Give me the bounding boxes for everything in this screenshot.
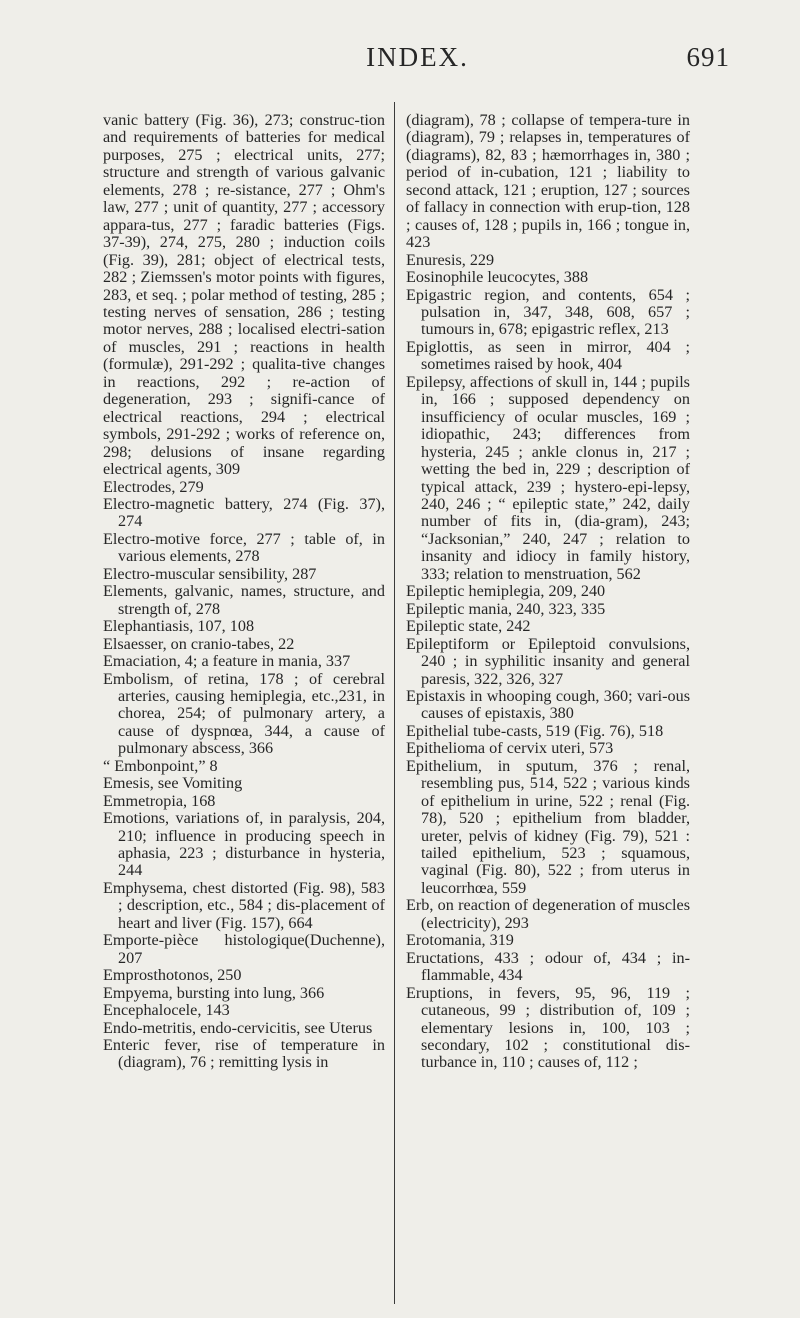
index-entry: Emporte-pièce histologique(Duchenne), 207 (103, 931, 385, 967)
index-entry: Epileptic mania, 240, 323, 335 (406, 599, 606, 618)
index-entry: Epistaxis in whooping cough, 360; vari-ous causes of epistaxis, 380 (406, 686, 690, 723)
index-entry: Elsaesser, on cranio-tabes, 22 (103, 634, 295, 653)
index-entry: Elephantiasis, 107, 108 (103, 617, 255, 636)
index-entry: Elements, galvanic, names, structure, and strength of, 278 (103, 582, 385, 618)
index-entry: Electro-magnetic battery, 274 (Fig. 37), 274 (103, 494, 385, 531)
index-entry: Eructations, 433 ; odour of, 434 ; in-flammable, 434 (406, 948, 690, 985)
index-entry: vanic battery (Fig. 36), 273; construc-tion and requirements of batteries for medical purposes, 275 ; electrical units, 277; structure and strength of various galvanic elements, 278 ; re-sistance, 277 ; Ohm's law, 277 ; unit of quantity, 277 ; accessory appara-tus, 277 ; faradic batteries (Figs. 37-39), 274, 275, 280 ; induction coils (Fig. 39), 281; object of electrical tests, 282 ; Ziemssen's motor points with figures, 283, et seq. ; polar method of testing, 285 ; testing nerves of sensation, 286 ; testing motor nerves, 288 ; localised electri-sation of muscles, 291 ; reactions in health (formulæ), 291-292 ; qualita-tive changes in reactions, 292 ; re-action of degeneration, 293 ; signifi-cance of electrical reactions, 294 ; electrical symbols, 291-292 ; works of reference on, 298; delusions of insane regarding electrical agents, 309 (103, 111, 385, 479)
index-entry: Emaciation, 4; a feature in mania, 337 (103, 652, 351, 671)
index-entry: Epileptic hemiplegia, 209, 240 (406, 582, 606, 601)
index-column-right (406, 112, 690, 1072)
index-entry: Emphysema, chest distorted (Fig. 98), 583 ; description, etc., 584 ; dis-placement of heart and liver (Fig. 157), 664 (103, 878, 385, 932)
index-entry: Emotions, variations of, in paralysis, 204, 210; influence in producing speech in aphasia, 223 ; disturbance in hysteria, 244 (103, 809, 385, 880)
index-entry: Epileptic state, 242 (406, 617, 531, 636)
index-entry: Epithelioma of cervix uteri, 573 (406, 739, 614, 758)
index-entry: Electrodes, 279 (103, 477, 204, 496)
index-entry: Electro-muscular sensibility, 287 (103, 564, 317, 583)
index-entry: (diagram), 78 ; collapse of tempera-ture in (diagram), 79 ; relapses in, temperatures of (diagrams), 82, 83 ; hæmorrhages in, 380 ; period of in-cubation, 121 ; liability to second attack, 121 ; eruption, 127 ; sources of fallacy in connection with erup-tion, 128 ; causes of, 128 ; pupils in, 166 ; tongue in, 423 (406, 111, 690, 252)
index-entry: Erotomania, 319 (406, 931, 514, 950)
index-entry: Epithelium, in sputum, 376 ; renal, resembling pus, 514, 522 ; various kinds of epithelium in urine, 522 ; renal (Fig. 78), 520 ; epithelium from bladder, ureter, pelvis of kidney (Fig. 79), 521 : tailed epithelium, 523 ; squamous, vaginal (Fig. 80), 522 ; from uterus in leucorrhœa, 559 (406, 756, 690, 897)
index-entry: Epigastric region, and contents, 654 ; pulsation in, 347, 348, 608, 657 ; tumours in, 678; epigastric reflex, 213 (406, 285, 690, 339)
index-entry: “ Embonpoint,” 8 (103, 756, 218, 775)
column-divider (394, 102, 395, 1304)
index-entry: Endo-metritis, endo-cervicitis, see Uterus (103, 1018, 373, 1037)
index-entry: Emprosthotonos, 250 (103, 966, 242, 985)
index-entry: Empyema, bursting into lung, 366 (103, 983, 325, 1002)
index-entry: Erb, on reaction of degeneration of muscles (electricity), 293 (406, 896, 690, 932)
page-header (105, 42, 730, 78)
running-title: INDEX. (366, 42, 469, 72)
index-entry: Embolism, of retina, 178 ; of cerebral arteries, causing hemiplegia, etc.,231, in chorea, 254; of pulmonary artery, a cause of dyspnœa, 344, a cause of pulmonary abscess, 366 (103, 669, 385, 758)
index-entry: Epithelial tube-casts, 519 (Fig. 76), 518 (406, 721, 664, 740)
index-entry: Epileptiform or Epileptoid convulsions, 240 ; in syphilitic insanity and general paresis, 322, 326, 327 (406, 634, 690, 688)
index-entry: Eruptions, in fevers, 95, 96, 119 ; cutaneous, 99 ; distribution of, 109 ; elementary lesions in, 100, 103 ; secondary, 102 ; constitutional dis-turbance in, 110 ; causes of, 112 ; (406, 983, 690, 1072)
page-number: 691 (686, 42, 730, 72)
index-entry: Enteric fever, rise of temperature in (diagram), 76 ; remitting lysis in (103, 1036, 385, 1072)
index-entry: Epiglottis, as seen in mirror, 404 ; sometimes raised by hook, 404 (406, 337, 690, 374)
index-entry: Encephalocele, 143 (103, 1001, 230, 1020)
index-entry: Eosinophile leucocytes, 388 (406, 268, 589, 287)
index-entry: Emmetropia, 168 (103, 791, 216, 810)
index-entry: Epilepsy, affections of skull in, 144 ; pupils in, 166 ; supposed dependency on insufficiency of ocular muscles, 169 ; idiopathic, 243; differences from hysteria, 245 ; ankle clonus in, 217 ; wetting the bed in, 229 ; description of typical attack, 239 ; hystero-epi-lepsy, 240, 246 ; “ epileptic state,” 242, daily number of fits in, (dia-gram), 243; “Jacksonian,” 240, 247 ; relation to insanity and idiocy in family history, 333; relation to menstruation, 562 (406, 372, 690, 583)
index-column-left (103, 112, 385, 1072)
index-entry: Enuresis, 229 (406, 250, 495, 269)
index-entry: Electro-motive force, 277 ; table of, in various elements, 278 (103, 529, 385, 566)
index-entry: Emesis, see Vomiting (103, 774, 243, 793)
